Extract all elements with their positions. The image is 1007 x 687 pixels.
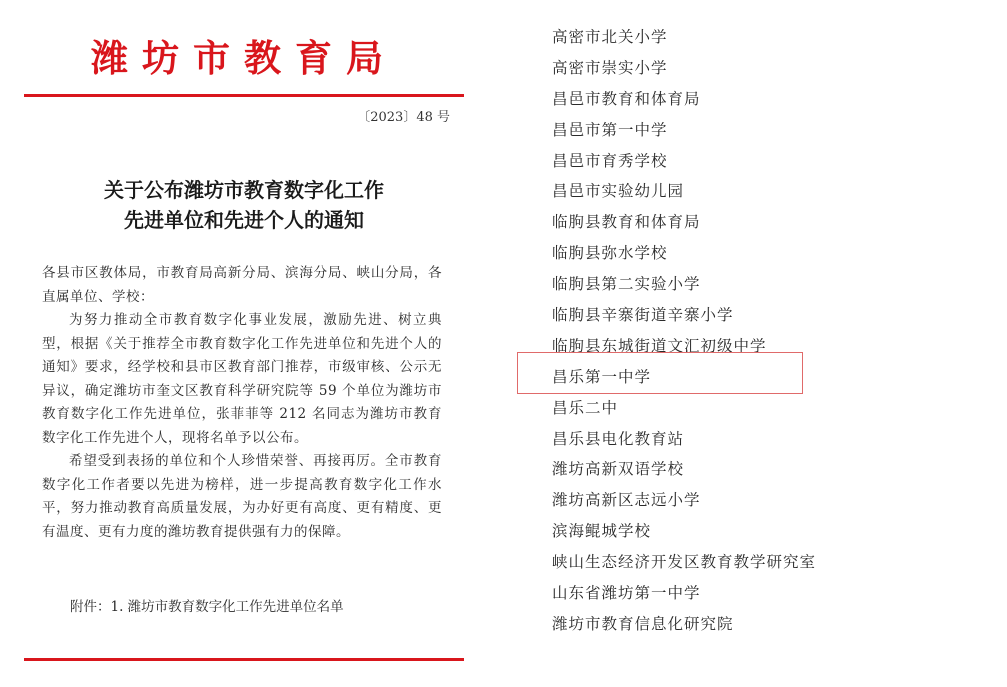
document-number: 〔2023〕48 号 <box>357 110 450 125</box>
unit-list <box>552 22 816 640</box>
notice-title-line-1: 关于公布潍坊市教育数字化工作 <box>104 178 384 202</box>
list-item: 昌乐县电化教育站 <box>552 429 685 448</box>
issuer-header: 潍坊市教育局 <box>91 36 397 80</box>
body-paragraph-2: 希望受到表扬的单位和个人珍惜荣誉、再接再厉。全市教育数字化工作者要以先进为榜样，进一步提高教育数字化工作水平，努力推动教育高质量发展，为办好更有高度、更有精度、更有温度、更有力度的潍坊教育提供强有力的保障。 <box>42 453 442 540</box>
list-item: 潍坊市教育信息化研究院 <box>552 614 734 633</box>
list-item: 临朐县第二实验小学 <box>552 275 701 294</box>
list-item: 滨海鲲城学校 <box>552 522 652 541</box>
list-item: 临朐县弥水学校 <box>552 244 668 263</box>
notice-body <box>42 262 442 544</box>
list-item: 昌邑市实验幼儿园 <box>552 182 685 201</box>
list-item: 高密市北关小学 <box>552 28 668 46</box>
list-item: 高密市崇实小学 <box>552 58 668 77</box>
list-item: 临朐县辛寨街道辛寨小学 <box>552 306 734 325</box>
document-page <box>0 0 490 687</box>
notice-title-line-2: 先进单位和先进个人的通知 <box>124 208 364 232</box>
list-item: 昌邑市育秀学校 <box>552 151 668 170</box>
list-item-highlighted: 昌乐第一中学 <box>552 367 652 386</box>
salutation: 各县市区教体局，市教育局高新分局、滨海分局、峡山分局，各直属单位、学校： <box>42 265 442 305</box>
list-item: 潍坊高新区志远小学 <box>552 491 701 510</box>
highlight-box <box>517 352 803 394</box>
list-item: 山东省潍坊第一中学 <box>552 584 701 603</box>
list-item: 昌乐二中 <box>552 398 619 417</box>
attachment-line: 附件：1. 潍坊市教育数字化工作先进单位名单 <box>70 599 344 615</box>
list-item: 临朐县教育和体育局 <box>552 213 701 232</box>
list-item: 昌邑市教育和体育局 <box>552 89 701 108</box>
list-item: 昌邑市第一中学 <box>552 120 668 139</box>
list-item: 潍坊高新双语学校 <box>552 460 685 479</box>
list-item: 临朐县东城街道文汇初级中学 <box>552 336 767 355</box>
header-red-rule <box>24 94 464 97</box>
notice-title <box>24 175 464 235</box>
list-item: 峡山生态经济开发区教育教学研究室 <box>552 553 817 572</box>
footer-red-rule <box>24 658 464 661</box>
body-paragraph-1: 为努力推动全市教育数字化事业发展，激励先进、树立典型，根据《关于推荐全市教育数字化工作先进单位和先进个人的通知》要求，经学校和县市区教育部门推荐，市级审核、公示无异议，确定潍坊市奎文区教育科学研究院等 59 个单位为潍坊市教育数字化工作先进单位，张菲菲等 212 名同志为潍坊市教育数字化工作先进个人，现将名单予以公布。 <box>42 312 442 446</box>
